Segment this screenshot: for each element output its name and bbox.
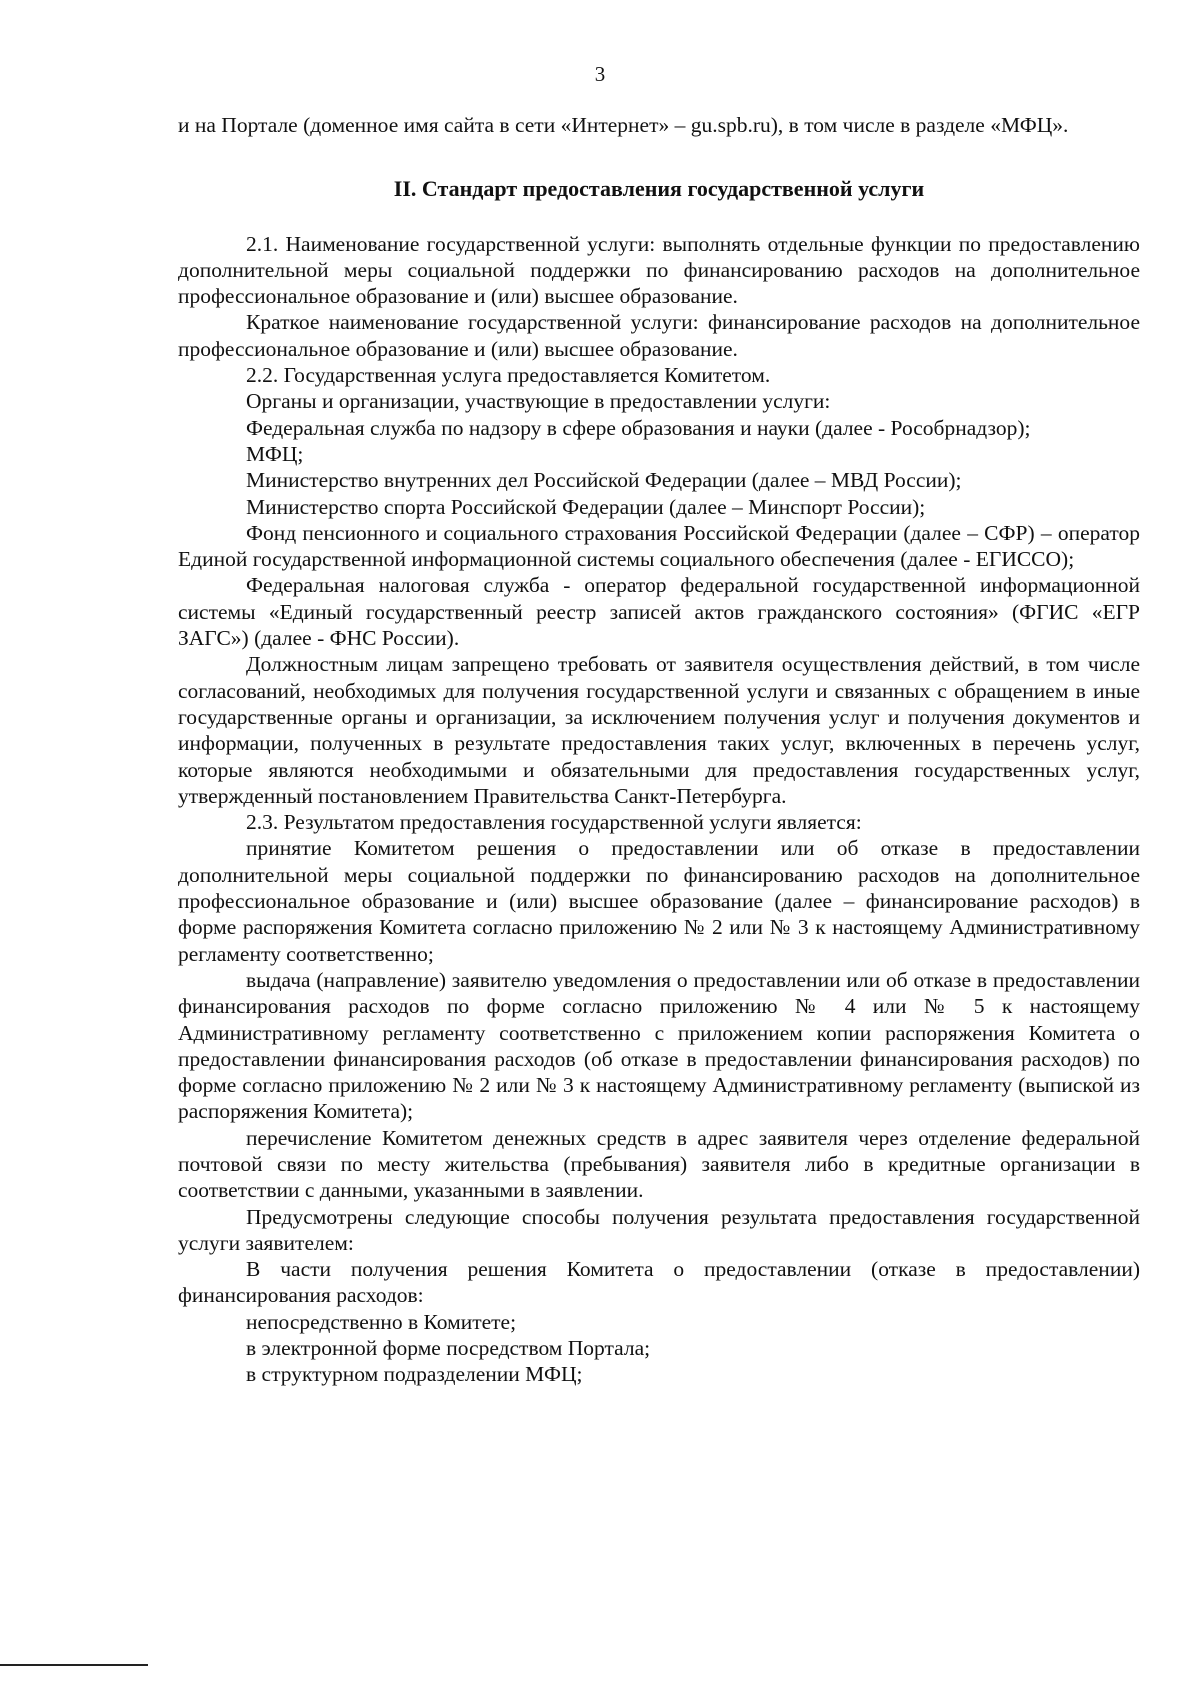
paragraph-notification: выдача (направление) заявителю уведомления о предоставлении или об отказе в предоставлении финансирования расходов по форме согласно приложению № 4 или № 5 к настоящему Административному регламенту соответственно с приложением копии распоряжения Комитета о предоставлении финансирования расходов (об отказе в предоставлении финансирования расходов) по форме согласно приложению № 2 или № 3 к настоящему Административному регламенту (выпиской из распоряжения Комитета); [178,967,1140,1124]
paragraph-transfer: перечисление Комитетом денежных средств в адрес заявителя через отделение федеральной почтовой связи по месту жительства (пребывания) заявителя либо в кредитные организации в соответствии с данными, указанными в заявлении. [178,1125,1140,1203]
section-heading: II. Стандарт предоставления государственной услуги [393,176,925,202]
document-body [178,112,1140,1388]
paragraph-result-methods: Предусмотрены следующие способы получения результата предоставления государственной услуги заявителем: [178,1204,1140,1255]
paragraph-mvd: Министерство внутренних дел Российской Федерации (далее – МВД России); [246,468,962,493]
paragraph-minsport: Министерство спорта Российской Федерации (далее – Минспорт России); [246,494,926,519]
paragraph-sfr: Фонд пенсионного и социального страхования Российской Федерации (далее – СФР) – оператор Единой государственной информационной системы социального обеспечения (далее - ЕГИССО); [178,520,1140,572]
paragraph-short-name: Краткое наименование государственной услуги: финансирование расходов на дополнительное профессиональное образование и (или) высшее образование. [178,310,1140,361]
paragraph-fns: Федеральная налоговая служба - оператор федеральной государственной информационной системы «Единый государственный реестр записей актов гражданского состояния» (ФГИС «ЕГР ЗАГС») (далее - ФНС России). [178,573,1140,651]
paragraph-prohibition: Должностным лицам запрещено требовать от заявителя осуществления действий, в том числе согласований, необходимых для получения государственной услуги и связанных с обращением в иные государственные органы и организации, за исключением получения услуг и получения документов и информации, полученных в результате предоставления таких услуг, включенных в перечень услуг, которые являются необходимыми и обязательными для предоставления государственных услуг, утвержденный постановлением Правительства Санкт-Петербурга. [178,652,1140,808]
paragraph-participants: Органы и организации, участвующие в предоставлении услуги: [246,389,831,414]
footer-rule [0,1664,148,1666]
paragraph-2-2: 2.2. Государственная услуга предоставляется Комитетом. [246,363,771,388]
list-item-portal: в электронной форме посредством Портала; [246,1336,651,1361]
list-item-committee: непосредственно в Комитете; [246,1309,517,1334]
paragraph-rosobrnadzor: Федеральная служба по надзору в сфере образования и науки (далее - Рособрнадзор); [246,415,1031,440]
paragraph-decision-receipt: В части получения решения Комитета о предоставлении (отказе в предоставлении) финансирования расходов: [178,1257,1140,1308]
paragraph-2-1: 2.1. Наименование государственной услуги: выполнять отдельные функции по предоставлению дополнительной меры социальной поддержки по финансированию расходов на дополнительное профессиональное образование и (или) высшее образование. [178,231,1140,309]
paragraph-2-3: 2.3. Результатом предоставления государственной услуги является: [246,810,862,835]
intro-paragraph: и на Портале (доменное имя сайта в сети «Интернет» – gu.spb.ru), в том числе в разделе «МФЦ». [178,113,1069,137]
paragraph-mfc: МФЦ; [246,441,304,466]
paragraph-decision: принятие Комитетом решения о предоставлении или об отказе в предоставлении дополнительной меры социальной поддержки по финансированию расходов на дополнительное профессиональное образование и (или) высшее образование (далее – финансирование расходов) в форме распоряжения Комитета согласно приложению № 2 или № 3 к настоящему Административному регламенту соответственно; [178,836,1140,966]
list-item-mfc: в структурном подразделении МФЦ; [246,1362,583,1387]
page-number: 3 [594,62,606,86]
